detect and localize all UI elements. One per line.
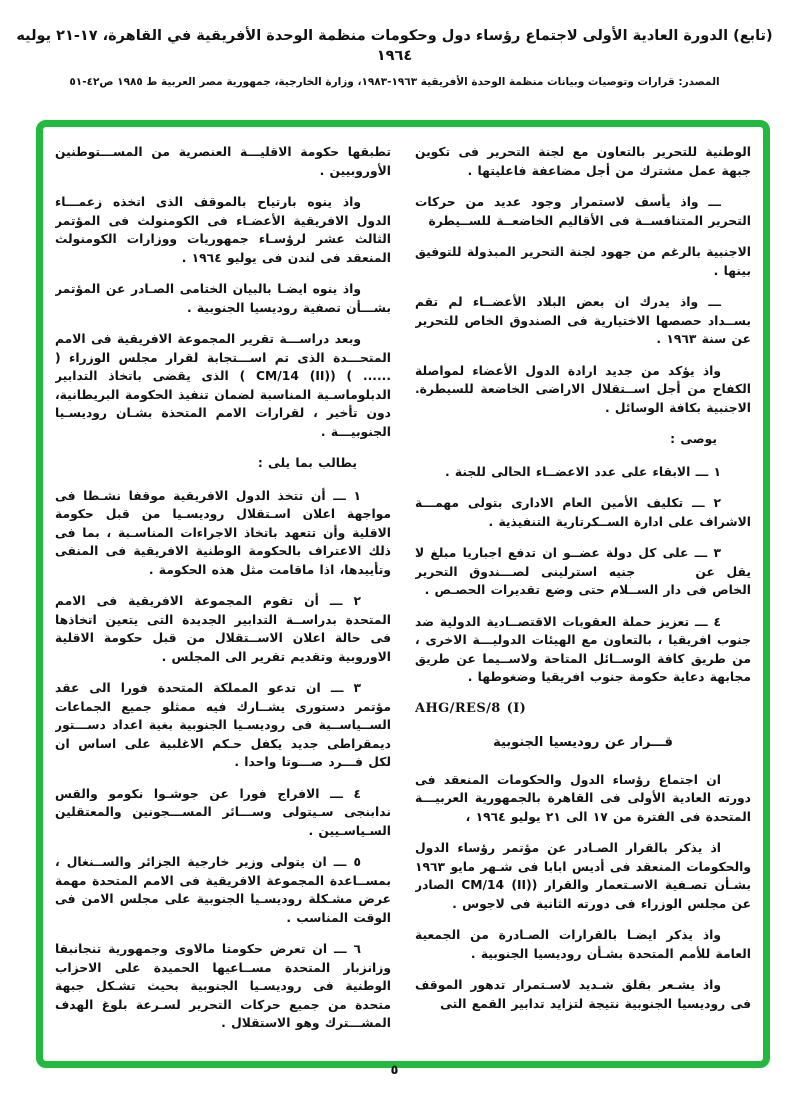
paragraph: ٤ ـــ الافراج فورا عن جوشـوا نكومو والقس ندابنجى سـيتولى وســـائر المســـجونين والمعتقلين السـياسـيين . [55, 786, 391, 838]
paragraph: ٢ ـــ تكليف الأمين العام الادارى بتولى مهمـــة الاشراف على ادارة الســكرتارية التنفيذية . [415, 496, 751, 529]
paragraph: يطالب بما يلى : [257, 456, 357, 470]
paragraph: ٣ ـــ على كل دولة عضــو ان تدفع اجباريا مبلغ لا يقل عن جنيه استرلينى لصـــندوق التحرير الخاص فى دار الســلام حتى وضع تقديرات الحصـص . [415, 546, 751, 597]
header-title: (تابع) الدورة العادية الأولى لاجتماع رؤساء دول وحكومات منظمة الوحدة الأفريقية في القاهرة، ١٧-٢١ يوليه ١٩٦٤ [16, 28, 773, 65]
paragraph: ٢ ـــ أن تقوم المجموعة الافريقية فى الامم المتحدة بدراســة التدابير الجديدة التى يتعين اتخاذها فى حالة اعلان الاســتقلال من قبل حكومة الاقلية الاوروبية وتقديم تقرير الى المجلس . [55, 594, 391, 664]
paragraph: ١ ـــ أن تتخذ الدول الافريقية موقفا نشـطا فى مواجهة اعلان اسـتقلال روديسـيا من قبل حكومة الاقلية وأن تتعهد باتخاذ الاجراءات المناسـبة ، بما فى ذلك الاعتراف بالحكومة الوطنية الافريقية فى المنفى وتأييدها، اذا ماقامت مثل هذه الحكومة . [55, 488, 391, 577]
green-frame [36, 120, 770, 1068]
paragraph: تطبقها حكومة الاقليـــة العنصرية من المســـتوطنين الأوروبيين . [55, 145, 391, 178]
paragraph: واذ ينوه بارتياح بالموقف الذى اتخذه زعمـــاء الدول الافريقية الأعضـاء فى الكومنولث فى المؤتمر الثالث عشر لرؤسـاء جمهوريات ووزارات الكومنولث المنعقد فى لندن فى يوليو ١٩٦٤ . [55, 195, 391, 265]
paragraph: واذ يؤكد من جديد ارادة الدول الأعضاء لمواصلة الكفاح من أجل اســتقلال الاراضى الخاضعة للسيطرة. الاجنبية بكافة الوسائل . [415, 363, 751, 415]
header-source: المصدر: قرارات وتوصيات وبيانات منظمة الوحدة الأفريقية ١٩٦٣-١٩٨٣، وزارة الخارجية، جمهورية مصر العربية ط ١٩٨٥ ص٤٢-٥١ [69, 75, 720, 88]
paragraph: ٣ ـــ ان تدعو المملكة المتحدة فورا الى عقد مؤتمر دستورى يشــارك فيه ممثلو جميع الجماعات الســياســية فى روديسـيا الجنوبية بغية اعداد دســـتور ديمقراطى جديد يكفل حـكم الاغلبية على اساس ان لكل فـــرد صـــوتا واحدا . [55, 681, 391, 769]
paragraph: اذ يذكر بالقرار الصـادر عن مؤتمر رؤساء الدول والحكومات المنعقد فى أديس ابابا فى شـهر مايو ١٩٦٣ بشـأن تصـفية الاسـتعمار والقرار (CM/14 (II) الصادر عن مجلس الوزراء فى دورته الثانية فى لاجوس . [415, 841, 751, 911]
paragraph: الاجنبية بالرغم من جهود لجنة التحرير المبذولة للتوفيق بينها . [415, 245, 751, 278]
paragraph: قـــرار عن روديسيا الجنوبية [493, 735, 673, 750]
page-header [0, 26, 789, 88]
paragraph: واذ يشـعر بقلق شـديد لاسـتمرار تدهور الموقف فى روديسيا الجنوبية نتيجة لتزايد تدابير القمع التى [415, 978, 751, 1011]
paragraph: ان اجتماع رؤساء الدول والحكومات المنعقد فى دورته العادية الأولى فى القاهرة بالجمهورية العربيـــة المتحدة فى الفترة من ١٧ الى ٢١ يوليو ١٩٦٤ ، [415, 772, 751, 824]
paragraph: الوطنية للتحرير بالتعاون مع لجنة التحرير فى تكوين جبهة عمل مشترك من أجل مضاعفة فاعليتها . [415, 145, 751, 178]
paragraph: واذ يذكر ايضـا بالقرارات الصـادرة من الجمعية العامة للأمم المتحدة بشـأن روديسيا الجنوبية . [415, 928, 751, 961]
column-left [55, 143, 391, 1051]
paragraph: يوصى : [670, 432, 717, 446]
page-number: ٥ [390, 1063, 399, 1078]
paragraph: ١ ـــ الابقاء على عدد الاعضــاء الحالى للجنة . [444, 464, 721, 479]
column-right [415, 143, 751, 1051]
paragraph: ٤ ـــ تعزيز حملة العقوبات الاقتصــادية الدولية ضد جنوب افريقيا ، بالتعاون مع الهيئات الدوليـــة الاخرى ، من طريق كافة الوســائل المتاحة ولاســيما عن طريق مجابهة دعاية حكومة جنوب افريقيا وضغوطها . [415, 614, 751, 684]
paragraph: ـــ واذ يأسف لاستمرار وجود عديد من حركات التحرير المتنافســة فى الأقاليم الخاضعــة للســيطرة [415, 195, 751, 228]
paragraph: واذ ينوه ايضـا بالبيان الختامى الصـادر عن المؤتمر بشـــأن تصفية روديسيا الجنوبية . [55, 282, 391, 315]
paragraph: وبعد دراســـة تقرير المجموعة الافريقية فى الامم المتحـــدة الذى تم اســـتجابة لقرار مجلس الوزراء ( ...... ) (CM/14 (II) ) الذى يقضى باتخاذ التدابير الدبلوماسـية المناسبة لضمان تنفيذ الحكومة البريطانية، دون تأخير ، لقرارات الامم المتحذة بشـان روديسـيا الجنوبيـــة . [55, 332, 391, 439]
paragraph: ٥ ـــ ان يتولى وزير خارجية الجزائر والســنغال ، بمســاعدة المجموعة الافريقية فى الامم المتحدة مهمة عرض مشـكلة روديسـيا الجنوبية على مجلس الامن فى الوقت المناسب . [55, 855, 391, 925]
paragraph: AHG/RES/8 (I) [415, 700, 527, 716]
paragraph: ـــ واذ يدرك ان بعض البلاد الأعضــاء لم تقم بســداد حصصها الاختيارية فى الصندوق الخاص للتحرير عن سنة ١٩٦٣ . [415, 295, 751, 346]
paragraph: ٦ ـــ ان تعرض حكومتا مالاوى وجمهورية تنجانبقا وزانزبار المتحدة مســاعيها الحميدة على الاحزاب الوطنية فى روديسـيا الجنوبية بحيث تشـكل جبهة متحدة من جميع حركات التحرير لسـرعة بلوغ الهدف المشـــترك وهو الاستقلال . [55, 942, 391, 1030]
